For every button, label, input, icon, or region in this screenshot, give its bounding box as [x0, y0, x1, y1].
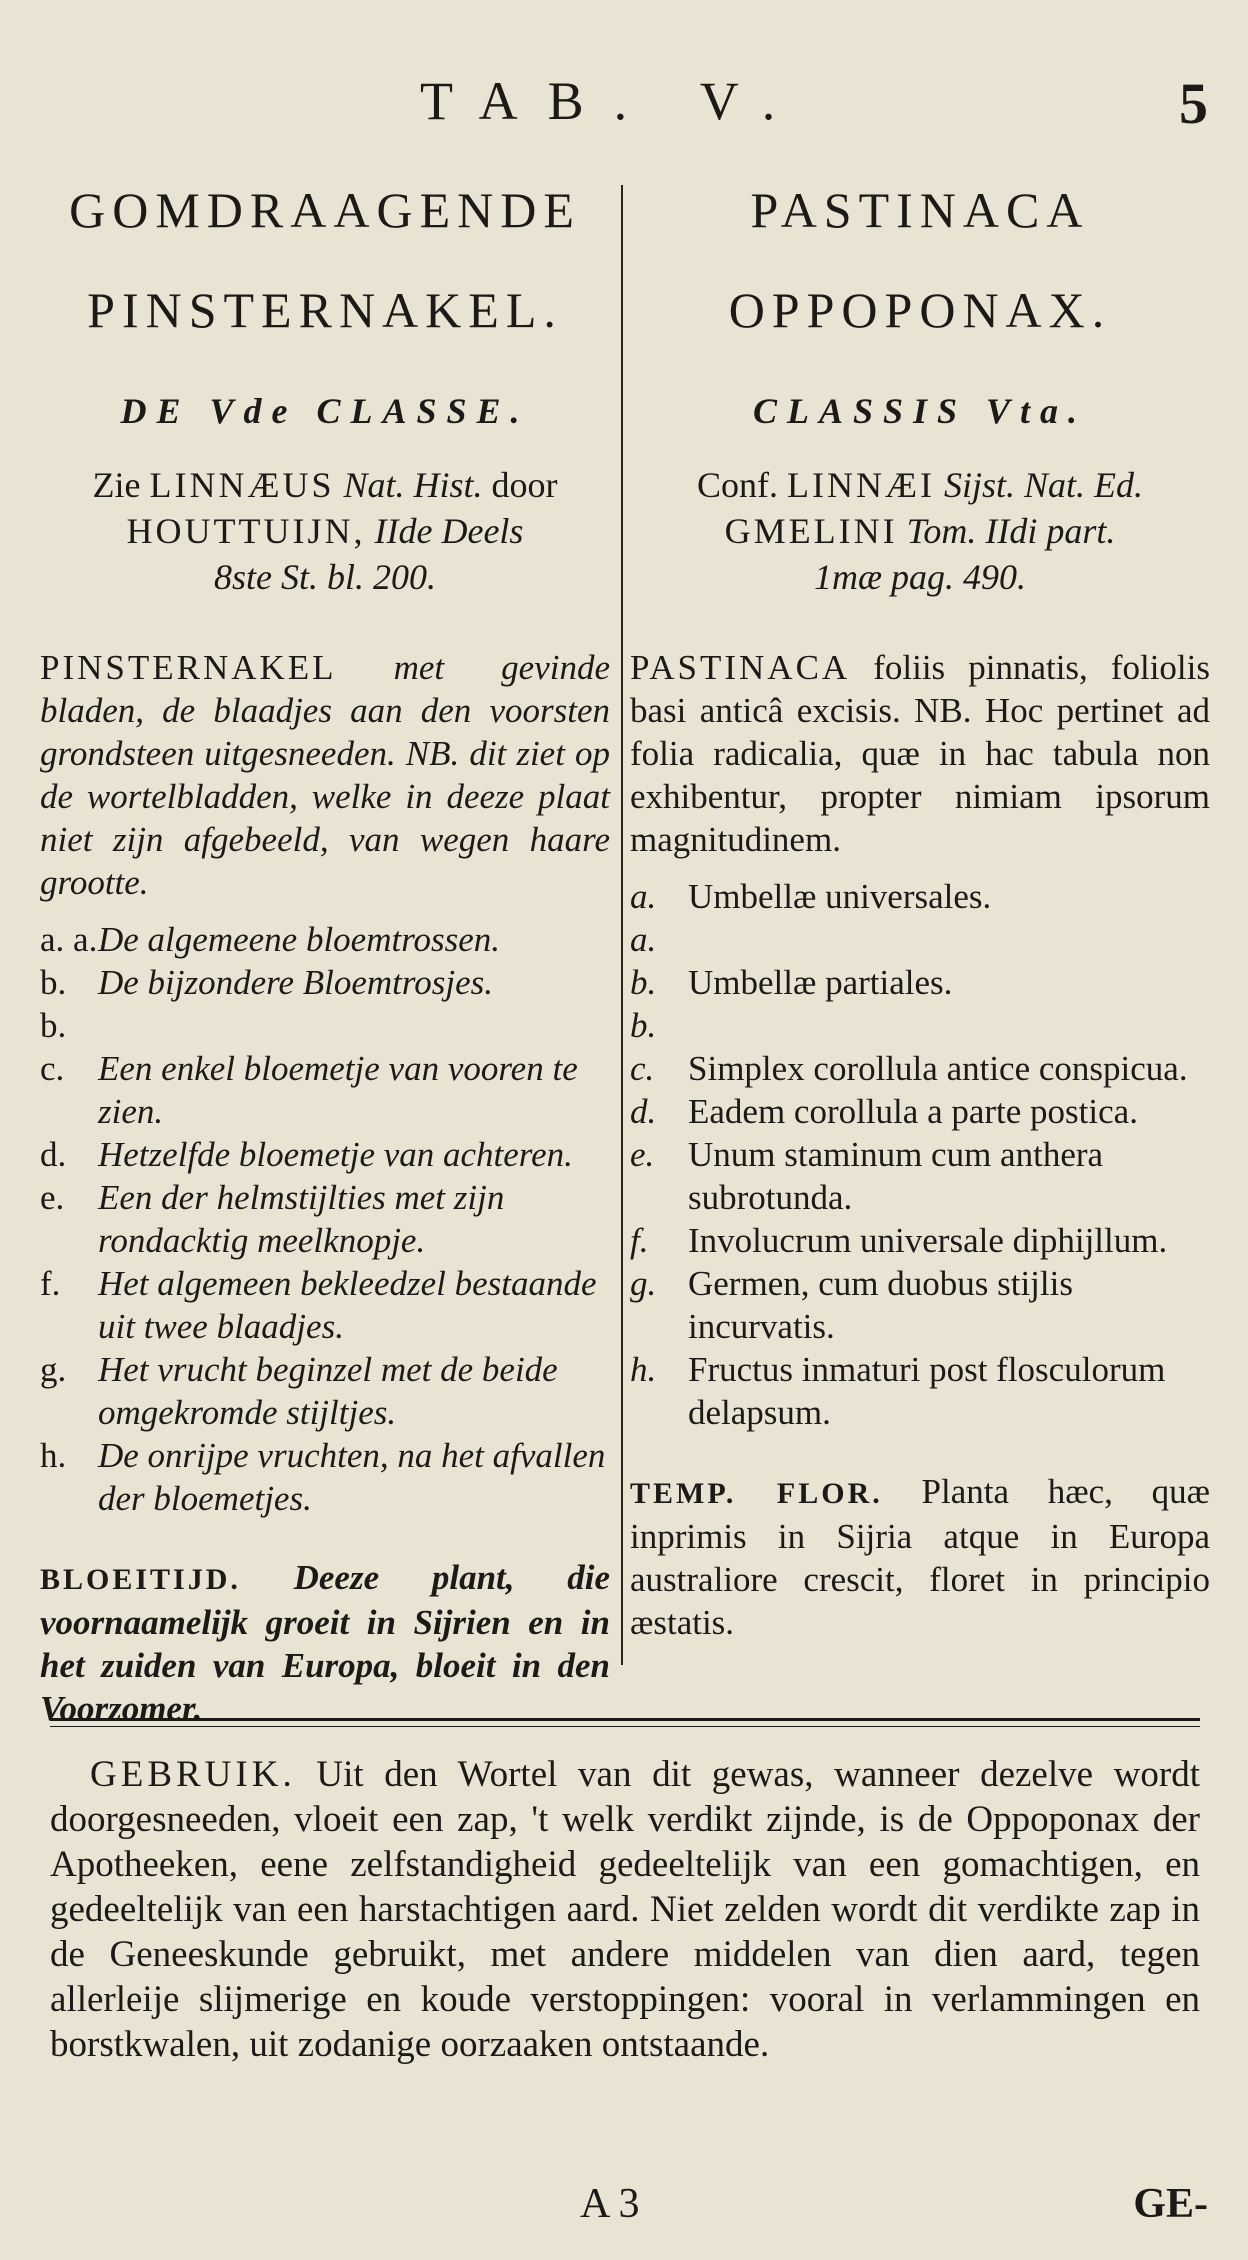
legend-item: a. a. De algemeene bloemtrossen. — [40, 920, 501, 959]
legend-item: c. Simplex corollula antice conspicua. — [630, 1049, 1188, 1088]
catchword: GE- — [1133, 2181, 1208, 2227]
legend-item: d. Hetzelfde bloemetje van achteren. — [40, 1135, 573, 1174]
legend-item: g. Het vrucht beginzel met de beide omgekromde stijltjes. — [40, 1350, 558, 1432]
ref-part: Tom. IIdi part. — [906, 511, 1116, 551]
temp-flor-label: TEMP. FLOR. — [630, 1477, 883, 1510]
dutch-description — [40, 646, 610, 904]
legend-item: f. Involucrum universale diphijllum. — [630, 1221, 1168, 1260]
ref-editor: HOUTTUIJN, — [126, 511, 366, 551]
latin-title-line-2: OPPOPONAX. — [728, 282, 1112, 338]
ref-pre: Conf. — [696, 465, 778, 505]
ref-author: LINNÆUS — [149, 465, 335, 505]
dutch-title-line-1: GOMDRAAGENDE — [69, 182, 581, 238]
dutch-flowering-time — [40, 1556, 610, 1730]
desc-rest: met gevinde bladen, de blaadjes aan den voorsten grondsteen uitgesneeden. NB. dit ziet op de wortelbladden, welke in deeze plaat niet zijn afgebeeld, van wegen haare grootte. — [40, 648, 610, 902]
desc-lead: PASTINACA — [630, 648, 851, 687]
dutch-column — [40, 160, 610, 1730]
ref-work: Sijst. Nat. Ed. — [943, 465, 1143, 505]
legend-item: b. b. De bijzondere Bloemtrosjes. — [40, 963, 493, 1045]
desc-rest: foliis pinnatis, foliolis basi anticâ excisis. NB. Hoc pertinet ad folia radicalia, quæ in hac tabula non exhibentur, propter nimiam ipsorum magnitudinem. — [630, 648, 1210, 859]
dutch-reference — [40, 462, 610, 600]
page-header — [0, 70, 1248, 140]
legend-item: e. Unum staminum cum anthera subrotunda. — [630, 1135, 1104, 1217]
temp-flor-text: Planta hæc, quæ inprimis in Sijria atque in Europa australiore crescit, floret in principio æstatis. — [630, 1472, 1210, 1642]
plate-heading: TAB. V. — [420, 71, 806, 131]
ref-author: LINNÆI — [786, 465, 935, 505]
ref-part: IIde Deels — [374, 511, 524, 551]
legend-item: c. Een enkel bloemetje van vooren te zien. — [40, 1049, 578, 1131]
ref-line3: 1mæ pag. 490. — [813, 557, 1026, 597]
dutch-title-line-2: PINSTERNAKEL. — [87, 282, 563, 338]
latin-legend — [630, 875, 1210, 1434]
ref-work: Nat. Hist. — [343, 465, 483, 505]
ref-editor: GMELINI — [724, 511, 898, 551]
desc-lead: PINSTERNAKEL — [40, 648, 337, 687]
legend-item: b. b. Umbellæ partiales. — [630, 963, 953, 1045]
section-rule — [50, 1718, 1200, 1727]
latin-flowering-time — [630, 1470, 1210, 1644]
latin-reference — [630, 462, 1210, 600]
legend-item: h. Fructus inmaturi post flosculorum delapsum. — [630, 1350, 1166, 1432]
dutch-legend — [40, 918, 610, 1520]
legend-item: d. Eadem corollula a parte postica. — [630, 1092, 1138, 1131]
bloei-text: Deeze plant, die voornaamelijk groeit in Sijrien en in het zuiden van Europa, bloeit in den Voorzomer. — [40, 1558, 610, 1728]
latin-classis: CLASSIS Vta. — [752, 391, 1088, 431]
legend-item: a. a. Umbellæ universales. — [630, 877, 992, 959]
page-number: 5 — [1179, 71, 1208, 136]
ref-line3: 8ste St. bl. 200. — [214, 557, 436, 597]
dutch-classe: DE Vde CLASSE. — [120, 391, 530, 431]
ref-pre: Zie — [92, 465, 141, 505]
legend-item: e. Een der helmstijlties met zijn rondacktig meelknopje. — [40, 1178, 505, 1260]
usage-text: Uit den Wortel van dit gewas, wanneer dezelve wordt doorgesneeden, vloeit een zap, 't welk verdikt zijnde, is de Oppoponax der Apotheeken, eene zelfstandigheid gedeeltelijk van een gomachtigen, en gedeeltelijk van een harstachtigen aard. Niet zelden wordt dit verdikte zap in de Geneeskunde gebruikt, met andere middelen van dien aard, tegen allerleije slijmerige en koude verstoppingen: vooral in verlammingen en borstkwalen, uit zodanige oorzaaken ontstaande. — [50, 1754, 1201, 2065]
legend-item: g. Germen, cum duobus stijlis incurvatis. — [630, 1264, 1073, 1346]
latin-column — [630, 160, 1210, 1644]
signature-mark: A 3 — [580, 2181, 640, 2227]
legend-item: h. De onrijpe vruchten, na het afvallen der bloemetjes. — [40, 1436, 606, 1518]
column-divider — [621, 185, 623, 1665]
latin-title-line-1: PASTINACA — [750, 182, 1090, 238]
latin-description — [630, 646, 1210, 861]
usage-label: GEBRUIK. — [90, 1754, 296, 1795]
ref-by: door — [491, 465, 558, 505]
legend-item: f. Het algemeen bekleedzel bestaande uit twee blaadjes. — [40, 1264, 597, 1346]
usage-paragraph — [50, 1752, 1200, 2067]
bloei-label: BLOEITIJD. — [40, 1563, 241, 1596]
